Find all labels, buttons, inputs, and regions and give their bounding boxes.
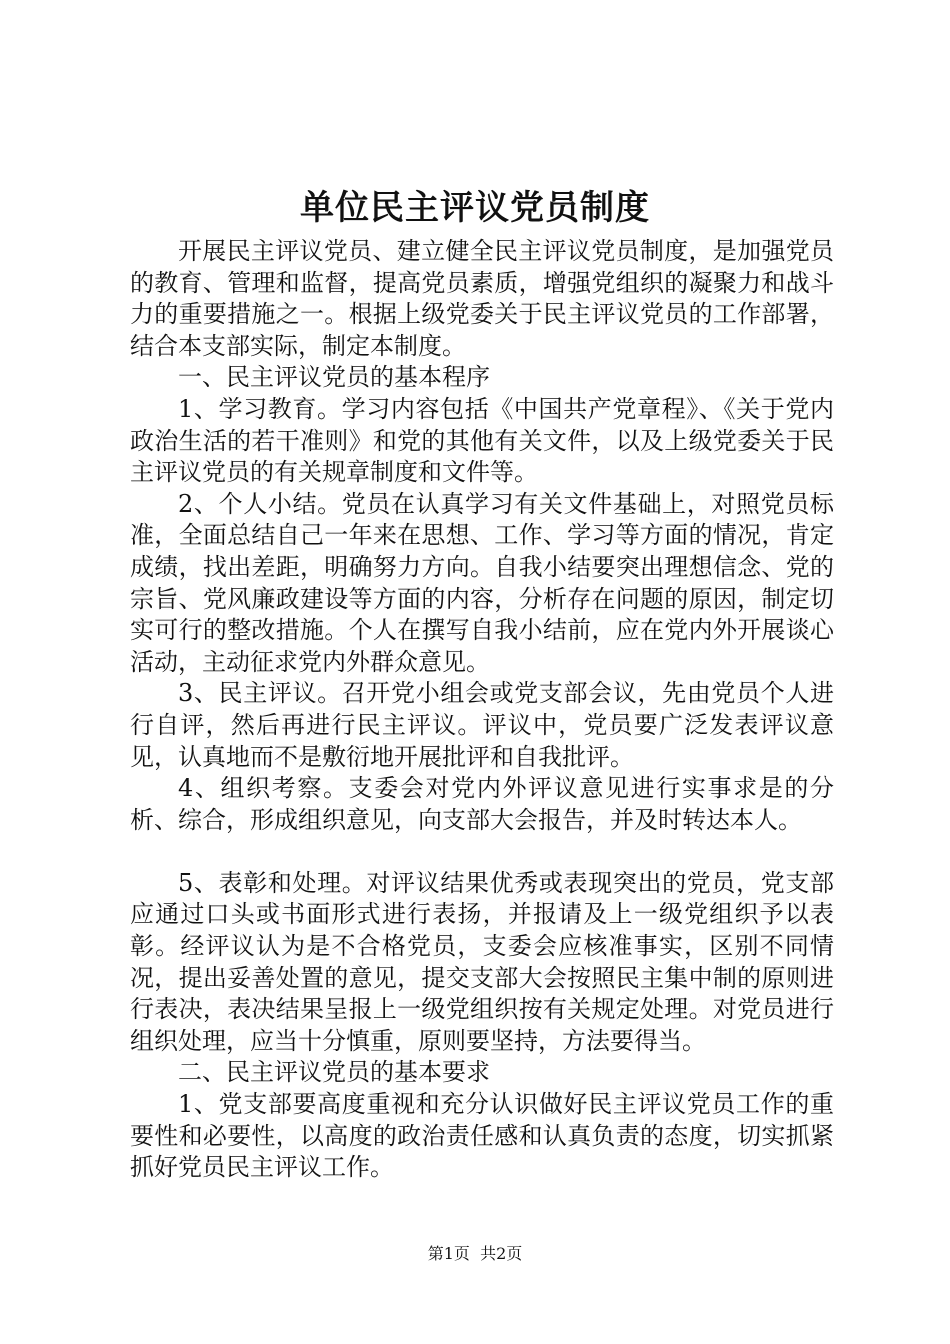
paragraph-item-3: 3、民主评议。召开党小组会或党支部会议，先由党员个人进行自评，然后再进行民主评议。评议中，党员要广泛发表评议意见，认真地而不是敷衍地开展批评和自我批评。 (130, 679, 834, 771)
paragraph-item-4: 4、组织考察。支委会对党内外评议意见进行实事求是的分析、综合，形成组织意见，向支部大会报告，并及时转达本人。 (130, 774, 834, 834)
paragraph-item-2: 2、个人小结。党员在认真学习有关文件基础上，对照党员标准，全面总结自己一年来在思想、工作、学习等方面的情况，肯定成绩，找出差距，明确努力方向。自我小结要突出理想信念、党的宗旨、党风廉政建设等方面的内容，分析存在问题的原因，制定切实可行的整改措施。个人在撰写自我小结前，应在党内外开展谈心活动，主动征求党内外群众意见。 (130, 489, 834, 676)
paragraph-item-1: 1、学习教育。学习内容包括《中国共产党章程》、《关于党内政治生活的若干准则》和党的其他有关文件，以及上级党委关于民主评议党员的有关规章制度和文件等。 (130, 394, 834, 487)
section-heading-1: 一、民主评议党员的基本程序 (178, 363, 490, 392)
paragraph-requirement-1: 1、党支部要高度重视和充分认识做好民主评议党员工作的重要性和必要性，以高度的政治责任感和认真负责的态度，切实抓紧抓好党员民主评议工作。 (130, 1090, 834, 1182)
page-total: 共2页 (480, 1244, 523, 1263)
document-title: 单位民主评议党员制度 (300, 188, 650, 228)
paragraph-intro: 开展民主评议党员、建立健全民主评议党员制度，是加强党员的教育、管理和监督，提高党员素质，增强党组织的凝聚力和战斗力的重要措施之一。根据上级党委关于民主评议党员的工作部署，结合本支部实际，制定本制度。 (130, 237, 834, 360)
page-number: 第1页 (427, 1244, 470, 1263)
section-heading-2: 二、民主评议党员的基本要求 (178, 1058, 490, 1087)
footer-separator (470, 1244, 480, 1263)
page-footer (0, 1243, 950, 1265)
document-body (130, 236, 834, 1184)
paragraph-item-5: 5、表彰和处理。对评议结果优秀或表现突出的党员，党支部应通过口头或书面形式进行表扬，并报请及上一级党组织予以表彰。经评议认为是不合格党员，支委会应核准事实，区别不同情况，提出妥善处置的意见，提交支部大会按照民主集中制的原则进行表决，表决结果呈报上一级党组织按有关规定处理。对党员进行组织处理，应当十分慎重，原则要坚持，方法要得当。 (130, 868, 834, 1055)
